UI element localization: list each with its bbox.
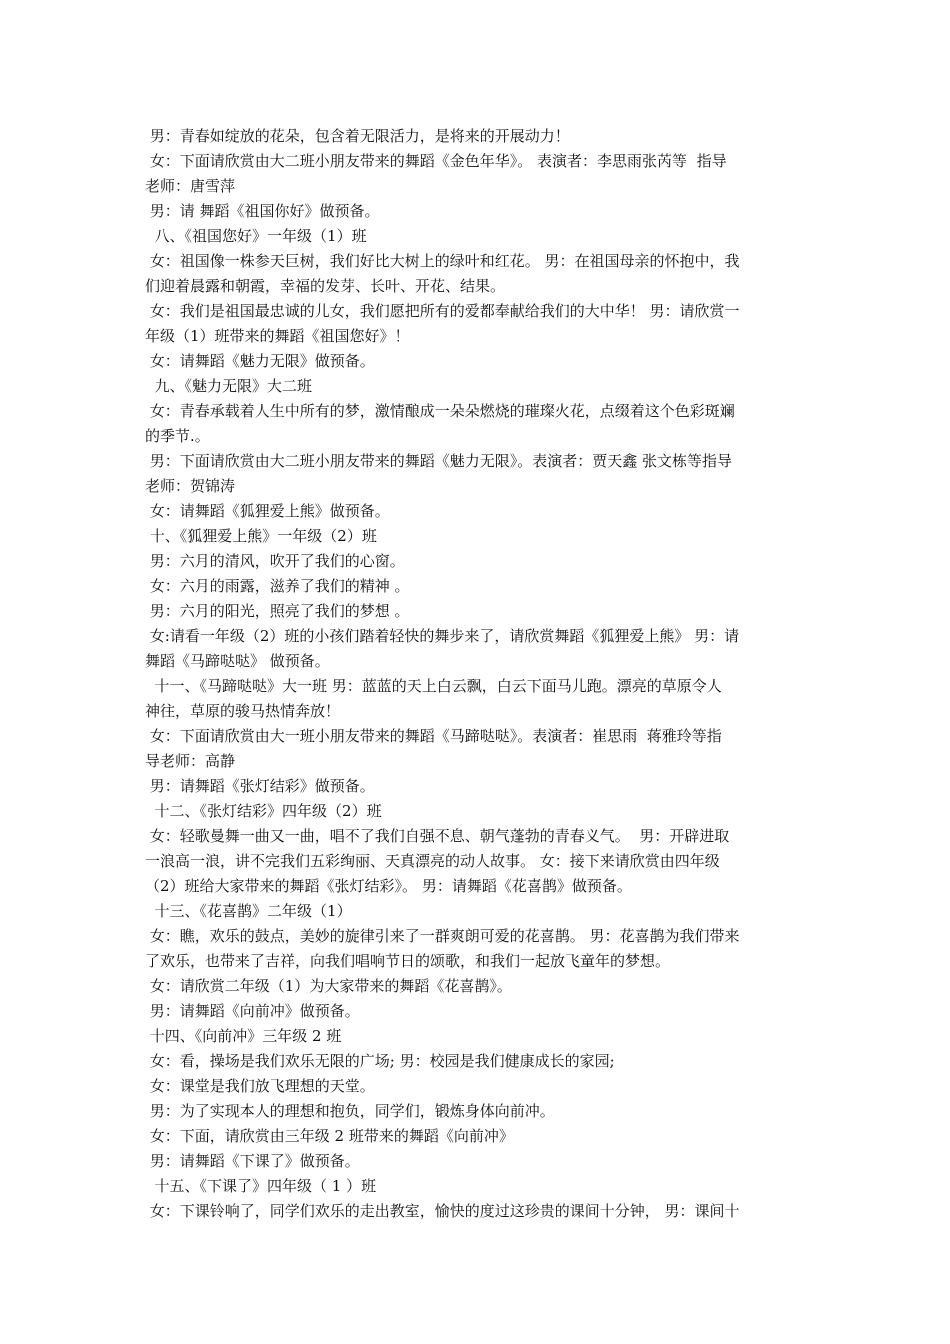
text-line: 女：瞧，欢乐的鼓点，美妙的旋律引来了一群爽朗可爱的花喜鹊。 男：花喜鹊为我们带来	[145, 927, 740, 945]
text-line: 女:请看一年级（2）班的小孩们踏着轻快的舞步来了，请欣赏舞蹈《狐狸爱上熊》 男：请	[145, 627, 740, 645]
text-line: 男：为了实现本人的理想和抱负，同学们，锻炼身体向前冲。	[145, 1102, 555, 1120]
text-line: 女：下面，请欣赏由三年级 2 班带来的舞蹈《向前冲》	[145, 1127, 514, 1145]
text-line: 男：六月的清风，吹开了我们的心窗。	[145, 552, 405, 570]
text-line: 女：轻歌曼舞一曲又一曲，唱不了我们自强不息、朝气蓬勃的青春义气。 男：开辟进取	[145, 827, 730, 845]
section-heading: 十一、《马蹄哒哒》大一班 男：蓝蓝的天上白云飘，白云下面马儿跑。漂亮的草原令人	[145, 677, 722, 695]
text-line: 女：六月的雨露，滋养了我们的精神 。	[145, 577, 410, 595]
text-line: 男：请舞蹈《向前冲》做预备。	[145, 1002, 360, 1020]
text-line: 女：下课铃响了，同学们欢乐的走出教室，愉快的度过这珍贵的课间十分钟， 男：课间十	[145, 1202, 740, 1220]
text-line: 了欢乐，也带来了吉祥，向我们唱响节日的颂歌，和我们一起放飞童年的梦想。	[145, 952, 671, 970]
section-heading: 十、《狐狸爱上熊》一年级（2）班	[145, 527, 377, 545]
text-line: 女：祖国像一株参天巨树，我们好比大树上的绿叶和红花。 男：在祖国母亲的怀抱中，我	[145, 252, 740, 270]
text-line: 女：课堂是我们放飞理想的天堂。	[145, 1077, 375, 1095]
text-line: （2）班给大家带来的舞蹈《张灯结彩》。 男：请舞蹈《花喜鹊》做预备。	[145, 877, 632, 895]
section-heading: 十四、《向前冲》三年级 2 班	[145, 1027, 342, 1045]
text-line: 们迎着晨露和朝霞，幸福的发芽、长叶、开花、结果。	[145, 277, 506, 295]
text-line: 男：请 舞蹈《祖国你好》做预备。	[145, 202, 380, 220]
text-line: 老师：贺锦涛	[145, 477, 236, 495]
text-line: 女：我们是祖国最忠诚的儿女，我们愿把所有的爱都奉献给我们的大中华！ 男：请欣赏一	[145, 302, 740, 320]
text-line: 女：下面请欣赏由大二班小朋友带来的舞蹈《金色年华》。 表演者：李思雨张芮等 指导	[145, 152, 727, 170]
section-heading: 十五、《下课了》四年级（ 1 ）班	[145, 1177, 377, 1195]
text-line: 男：请舞蹈《下课了》做预备。	[145, 1152, 360, 1170]
text-line: 神往，草原的骏马热情奔放！	[145, 702, 341, 720]
text-line: 舞蹈《马蹄哒哒》 做预备。	[145, 652, 330, 670]
section-heading: 十二、《张灯结彩》四年级（2）班	[145, 802, 382, 820]
text-line: 的季节.。	[145, 427, 210, 445]
section-heading: 八、《祖国您好》一年级（1）班	[145, 227, 367, 245]
text-line: 女：青春承载着人生中所有的梦，激情酿成一朵朵燃烧的璀璨火花，点缀着这个色彩斑斓	[145, 402, 735, 420]
text-line: 女：看，操场是我们欢乐无限的广场; 男：校园是我们健康成长的家园;	[145, 1052, 615, 1070]
text-line: 女：请欣赏二年级（1）为大家带来的舞蹈《花喜鹊》。	[145, 977, 512, 995]
text-line: 老师：唐雪萍	[145, 177, 236, 195]
document-body	[145, 124, 810, 1224]
section-heading: 十三、《花喜鹊》二年级（1）	[145, 902, 352, 920]
text-line: 男：青春如绽放的花朵，包含着无限活力，是将来的开展动力！	[145, 127, 570, 145]
text-line: 女：请舞蹈《狐狸爱上熊》做预备。	[145, 502, 390, 520]
text-line: 男：请舞蹈《张灯结彩》做预备。	[145, 777, 375, 795]
section-heading: 九、《魅力无限》大二班	[145, 377, 313, 395]
text-line: 男：六月的阳光，照亮了我们的梦想 。	[145, 602, 410, 620]
text-line: 一浪高一浪，讲不完我们五彩绚丽、天真漂亮的动人故事。 女：接下来请欣赏由四年级	[145, 852, 720, 870]
text-line: 女：请舞蹈《魅力无限》做预备。	[145, 352, 375, 370]
text-line: 女：下面请欣赏由大一班小朋友带来的舞蹈《马蹄哒哒》。表演者：崔思雨 蒋雅玲等指	[145, 727, 722, 745]
text-line: 男：下面请欣赏由大二班小朋友带来的舞蹈《魅力无限》。表演者：贾天鑫 张文栋等指导	[145, 452, 733, 470]
text-line: 导老师：高静	[145, 752, 236, 770]
text-line: 年级（1）班带来的舞蹈《祖国您好》！	[145, 327, 410, 345]
